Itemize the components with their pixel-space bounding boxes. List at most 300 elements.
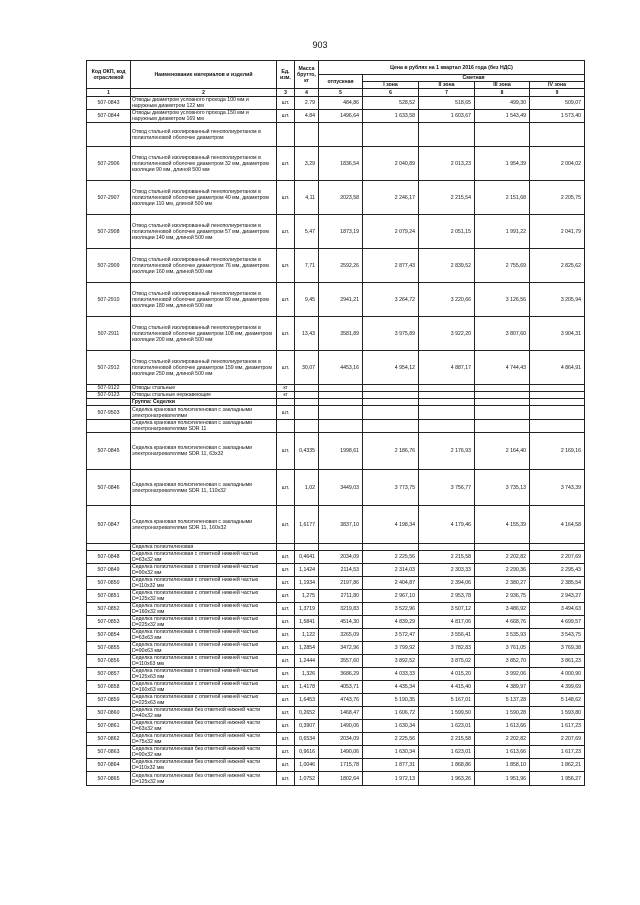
- cell-zone1-price: 3 264,72: [363, 283, 419, 317]
- header-unit: Ед. изм.: [277, 61, 295, 89]
- cell-mass: 0,4335: [295, 433, 319, 470]
- cell-name: Отвод стальной изолированный пенополиуретаном в полиэтиленовой оболочке диаметром 159 мм, диаметром изоляции 250 мм, длиной 500 мм: [131, 351, 277, 385]
- cell-zone4-price: 3 904,31: [530, 317, 585, 351]
- header-zone2: II зона: [419, 82, 475, 89]
- table-row: [87, 470, 585, 506]
- cell-zone3-price: 3 535,93: [475, 629, 530, 642]
- cell-unit: шт.: [277, 733, 295, 746]
- cell-zone1-price: 1 972,13: [363, 772, 419, 786]
- cell-mass: 1,6177: [295, 506, 319, 544]
- cell-zone3-price: 1 991,22: [475, 215, 530, 249]
- cell-mass: 0,6534: [295, 733, 319, 746]
- cell-code: 507-2910: [87, 283, 131, 317]
- cell-zone3-price: 3 735,13: [475, 470, 530, 506]
- cell-mass: 1,5841: [295, 616, 319, 629]
- table-row: [87, 746, 585, 759]
- cell-name: Седелка полиэтиленовая с ответной нижней частью D=90х32 мм: [131, 564, 277, 577]
- cell-zone2-price: 2 394,06: [419, 577, 475, 590]
- cell-zone4-price: 2 207,69: [530, 551, 585, 564]
- cell-zone4-price: [530, 385, 585, 392]
- cell-release-price: [319, 123, 363, 147]
- cell-mass: 1,2444: [295, 655, 319, 668]
- cell-code: 507-0856: [87, 655, 131, 668]
- cell-mass: 7,71: [295, 249, 319, 283]
- cell-code: 507-0864: [87, 759, 131, 772]
- cell-release-price: 1490,06: [319, 746, 363, 759]
- cell-mass: 0,2652: [295, 707, 319, 720]
- cell-name: Седелка крановая полиэтиленовая с закладными электронагревателями: [131, 406, 277, 420]
- cell-mass: 1,275: [295, 590, 319, 603]
- cell-release-price: 3837,10: [319, 506, 363, 544]
- cell-unit: [277, 420, 295, 433]
- cell-zone3-price: 3 126,56: [475, 283, 530, 317]
- cell-name: Седелка полиэтиленовая с ответной нижней частью D=125х32 мм: [131, 590, 277, 603]
- cell-zone2-price: [419, 392, 475, 399]
- cell-mass: 30,07: [295, 351, 319, 385]
- cell-mass: [295, 406, 319, 420]
- table-row: [87, 249, 585, 283]
- cell-mass: 0,9616: [295, 746, 319, 759]
- cell-zone2-price: 518,65: [419, 97, 475, 110]
- cell-zone3-price: 1 858,10: [475, 759, 530, 772]
- cell-zone3-price: [475, 544, 530, 551]
- cell-code: 507-2906: [87, 147, 131, 181]
- cell-mass: 1,02: [295, 470, 319, 506]
- cell-zone3-price: 2 380,27: [475, 577, 530, 590]
- cell-zone4-price: 4 864,91: [530, 351, 585, 385]
- cell-zone3-price: 1 954,39: [475, 147, 530, 181]
- cell-code: 507-0847: [87, 506, 131, 544]
- cell-zone2-price: [419, 420, 475, 433]
- cell-zone2-price: 2 215,58: [419, 733, 475, 746]
- table-body: [87, 97, 585, 786]
- table-row: [87, 772, 585, 786]
- cell-code: 507-9123: [87, 392, 131, 399]
- cell-release-price: 1468,47: [319, 707, 363, 720]
- cell-name: Отводы диаметром условного прохода 100 мм и наружным диаметром 122 мм: [131, 97, 277, 110]
- cell-unit: шт.: [277, 351, 295, 385]
- cell-name: Седелка крановая полиэтиленовая с закладными электронагревателями SDR 11: [131, 420, 277, 433]
- cell-zone1-price: 2 404,87: [363, 577, 419, 590]
- cell-unit: шт.: [277, 616, 295, 629]
- cell-code: 507-0845: [87, 433, 131, 470]
- cell-unit: шт.: [277, 681, 295, 694]
- cell-zone3-price: 3 992,06: [475, 668, 530, 681]
- table-row: [87, 392, 585, 399]
- table-row: [87, 351, 585, 385]
- table-row: [87, 147, 585, 181]
- cell-release-price: 1836,54: [319, 147, 363, 181]
- cell-zone4-price: [530, 420, 585, 433]
- cell-zone2-price: 1 623,01: [419, 720, 475, 733]
- cell-code: 507-0861: [87, 720, 131, 733]
- col-num: 7: [419, 89, 475, 97]
- cell-unit: шт.: [277, 181, 295, 215]
- cell-zone3-price: 3 852,70: [475, 655, 530, 668]
- cell-code: 507-0844: [87, 110, 131, 123]
- cell-name: Седелка полиэтиленовая без ответной нижней части D=90х32 мм: [131, 746, 277, 759]
- cell-release-price: 2941,21: [319, 283, 363, 317]
- cell-name: Группа: Седелки: [131, 399, 277, 406]
- cell-zone1-price: 3 799,92: [363, 642, 419, 655]
- cell-code: 507-2912: [87, 351, 131, 385]
- cell-name: Отвод стальной изолированный пенополиуретаном в полиэтиленовой оболочке диаметром 32 мм, диаметром изоляции 90 мм, длиной 500 мм: [131, 147, 277, 181]
- cell-zone1-price: 2 225,56: [363, 551, 419, 564]
- table-row: [87, 317, 585, 351]
- cell-unit: шт.: [277, 433, 295, 470]
- cell-code: 507-0858: [87, 681, 131, 694]
- cell-code: [87, 544, 131, 551]
- table-row: [87, 506, 585, 544]
- cell-name: Седелка полиэтиленовая с ответной нижней частью D=63х63 мм: [131, 629, 277, 642]
- cell-unit: шт.: [277, 564, 295, 577]
- cell-zone1-price: [363, 406, 419, 420]
- cell-name: Отвод стальной изолированный пенополиуретаном в полиэтиленовой оболочке диаметром 76 мм, диаметром изоляции 160 мм, длиной 500 мм: [131, 249, 277, 283]
- cell-zone2-price: 4 817,06: [419, 616, 475, 629]
- cell-release-price: [319, 420, 363, 433]
- cell-release-price: 2592,26: [319, 249, 363, 283]
- cell-zone3-price: [475, 399, 530, 406]
- cell-release-price: 2114,53: [319, 564, 363, 577]
- cell-name: Седелка полиэтиленовая с ответной нижней частью D=225х32 мм: [131, 616, 277, 629]
- cell-zone3-price: 1 543,49: [475, 110, 530, 123]
- cell-release-price: 2034,09: [319, 551, 363, 564]
- cell-zone4-price: 3 543,75: [530, 629, 585, 642]
- cell-mass: 0,4641: [295, 551, 319, 564]
- table-row: [87, 283, 585, 317]
- cell-zone4-price: [530, 392, 585, 399]
- cell-mass: 3,29: [295, 147, 319, 181]
- cell-unit: шт.: [277, 707, 295, 720]
- table-row: [87, 406, 585, 420]
- cell-zone4-price: 3 743,39: [530, 470, 585, 506]
- cell-code: 507-0860: [87, 707, 131, 720]
- page-number: 903: [312, 40, 328, 50]
- cell-zone2-price: 2 176,93: [419, 433, 475, 470]
- cell-name: Седелка крановая полиэтиленовая с закладными электронагревателями SDR 11, 160х32: [131, 506, 277, 544]
- cell-release-price: 3265,09: [319, 629, 363, 642]
- cell-unit: [277, 123, 295, 147]
- cell-zone4-price: 1 956,27: [530, 772, 585, 786]
- cell-release-price: [319, 544, 363, 551]
- header-release: отпускная: [319, 75, 363, 89]
- cell-release-price: 4453,16: [319, 351, 363, 385]
- cell-zone3-price: 2 290,36: [475, 564, 530, 577]
- col-num: 6: [363, 89, 419, 97]
- table-row: [87, 590, 585, 603]
- cell-name: Седелка полиэтиленовая без ответной нижней части D=75х32 мм: [131, 733, 277, 746]
- cell-release-price: 3449,03: [319, 470, 363, 506]
- cell-release-price: 1873,19: [319, 215, 363, 249]
- cell-zone2-price: 3 782,83: [419, 642, 475, 655]
- cell-name: Седелка полиэтиленовая без ответной нижней части D=40х32 мм: [131, 707, 277, 720]
- cell-zone2-price: 1 963,26: [419, 772, 475, 786]
- table-row: [87, 181, 585, 215]
- cell-mass: 1,2854: [295, 642, 319, 655]
- cell-mass: 1,4178: [295, 681, 319, 694]
- cell-mass: 9,45: [295, 283, 319, 317]
- cell-mass: [295, 123, 319, 147]
- cell-unit: [277, 544, 295, 551]
- cell-unit: шт.: [277, 629, 295, 642]
- cell-code: 507-0846: [87, 470, 131, 506]
- table-row: [87, 420, 585, 433]
- header-zone1: I зона: [363, 82, 419, 89]
- table-row: [87, 603, 585, 616]
- table-row: [87, 110, 585, 123]
- table-row: [87, 733, 585, 746]
- cell-zone4-price: 4 399,69: [530, 681, 585, 694]
- cell-zone2-price: 2 013,23: [419, 147, 475, 181]
- cell-unit: шт.: [277, 772, 295, 786]
- cell-zone1-price: 1 630,34: [363, 720, 419, 733]
- cell-zone2-price: 1 603,67: [419, 110, 475, 123]
- cell-code: 507-0843: [87, 97, 131, 110]
- cell-zone2-price: 5 167,01: [419, 694, 475, 707]
- cell-unit: шт.: [277, 668, 295, 681]
- cell-mass: 1,326: [295, 668, 319, 681]
- cell-code: 507-0850: [87, 577, 131, 590]
- cell-unit: шт.: [277, 642, 295, 655]
- cell-zone4-price: [530, 406, 585, 420]
- cell-zone4-price: 2 943,27: [530, 590, 585, 603]
- cell-name: Отвод стальной изолированный пенополиуретаном в полиэтиленовой оболочке диаметром 89 мм, диаметром изоляции 180 мм, длиной 500 мм: [131, 283, 277, 317]
- cell-name: Отводы стальные: [131, 385, 277, 392]
- header-mass: Масса брутто, кг: [295, 61, 319, 89]
- cell-zone3-price: 2 936,75: [475, 590, 530, 603]
- cell-mass: 2.79: [295, 97, 319, 110]
- cell-name: Седелка полиэтиленовая с ответной нижней частью D=110х32 мм: [131, 577, 277, 590]
- cell-mass: 1,0046: [295, 759, 319, 772]
- cell-mass: 1,3719: [295, 603, 319, 616]
- cell-unit: кг: [277, 392, 295, 399]
- cell-mass: [295, 385, 319, 392]
- cell-release-price: 3472,96: [319, 642, 363, 655]
- cell-release-price: 2711,80: [319, 590, 363, 603]
- cell-release-price: [319, 385, 363, 392]
- cell-mass: 1,0752: [295, 772, 319, 786]
- table-row: [87, 97, 585, 110]
- cell-unit: шт.: [277, 110, 295, 123]
- cell-zone2-price: 2 051,15: [419, 215, 475, 249]
- cell-unit: шт.: [277, 577, 295, 590]
- cell-zone4-price: 2 169,16: [530, 433, 585, 470]
- table-row: [87, 564, 585, 577]
- cell-code: 507-0862: [87, 733, 131, 746]
- table-row: [87, 616, 585, 629]
- cell-name: Седелка полиэтиленовая с ответной нижней частью D=160х32 мм: [131, 603, 277, 616]
- cell-zone1-price: 1 606,72: [363, 707, 419, 720]
- cell-zone4-price: 2 205,75: [530, 181, 585, 215]
- cell-zone3-price: 1 951,96: [475, 772, 530, 786]
- cell-code: 507-0855: [87, 642, 131, 655]
- cell-zone3-price: 2 202,82: [475, 733, 530, 746]
- cell-unit: шт.: [277, 720, 295, 733]
- cell-zone1-price: 2 040,89: [363, 147, 419, 181]
- cell-zone1-price: 4 198,34: [363, 506, 419, 544]
- cell-unit: шт.: [277, 759, 295, 772]
- cell-unit: [277, 399, 295, 406]
- cell-zone4-price: 1 617,23: [530, 746, 585, 759]
- cell-zone4-price: 4 699,57: [530, 616, 585, 629]
- cell-zone4-price: [530, 123, 585, 147]
- cell-unit: шт.: [277, 147, 295, 181]
- cell-zone1-price: 528,52: [363, 97, 419, 110]
- cell-name: Седелка полиэтиленовая без ответной нижней части D=63х32 мм: [131, 720, 277, 733]
- cell-mass: 5,47: [295, 215, 319, 249]
- cell-name: Седелка полиэтиленовая с ответной нижней частью D=63х32 мм: [131, 551, 277, 564]
- cell-zone2-price: 1 868,86: [419, 759, 475, 772]
- col-num: 4: [295, 89, 319, 97]
- cell-zone2-price: [419, 406, 475, 420]
- header-estimate: Сметная: [363, 75, 585, 82]
- table-row: [87, 694, 585, 707]
- cell-zone1-price: 2 225,56: [363, 733, 419, 746]
- cell-zone4-price: 2 825,62: [530, 249, 585, 283]
- cell-unit: шт.: [277, 694, 295, 707]
- cell-release-price: 4514,30: [319, 616, 363, 629]
- cell-mass: [295, 544, 319, 551]
- col-num: 3: [277, 89, 295, 97]
- cell-unit: шт.: [277, 97, 295, 110]
- cell-release-price: 3686,29: [319, 668, 363, 681]
- cell-zone1-price: 5 190,35: [363, 694, 419, 707]
- cell-zone1-price: 2 314,03: [363, 564, 419, 577]
- table-row: [87, 577, 585, 590]
- cell-code: 507-0849: [87, 564, 131, 577]
- cell-zone4-price: 2 041,79: [530, 215, 585, 249]
- cell-zone3-price: [475, 392, 530, 399]
- cell-unit: шт.: [277, 746, 295, 759]
- cell-zone3-price: [475, 123, 530, 147]
- cell-zone4-price: 1 617,23: [530, 720, 585, 733]
- table-row: [87, 681, 585, 694]
- cell-unit: шт.: [277, 551, 295, 564]
- cell-zone4-price: 4 000,90: [530, 668, 585, 681]
- cell-mass: 1,6453: [295, 694, 319, 707]
- cell-name: Седелка полиэтиленовая с ответной нижней частью D=110х63 мм: [131, 655, 277, 668]
- cell-release-price: 4743,76: [319, 694, 363, 707]
- cell-name: Седелка полиэтиленовая с ответной нижней частью D=90х63 мм: [131, 642, 277, 655]
- cell-zone2-price: 1 599,50: [419, 707, 475, 720]
- cell-mass: [295, 392, 319, 399]
- cell-name: Седелка полиэтиленовая с ответной нижней частью D=225х63 мм: [131, 694, 277, 707]
- cell-name: Отвод стальной изолированный пенополиуретаном в полиэтиленовой оболочке диаметром: [131, 123, 277, 147]
- cell-zone1-price: [363, 544, 419, 551]
- cell-code: 507-9122: [87, 385, 131, 392]
- cell-name: Седелка полиэтиленовая с ответной нижней частью D=160х63 мм: [131, 681, 277, 694]
- cell-release-price: 1490,06: [319, 720, 363, 733]
- cell-unit: шт.: [277, 590, 295, 603]
- cell-code: 507-9503: [87, 406, 131, 420]
- cell-zone1-price: [363, 392, 419, 399]
- cell-zone3-price: 499,30: [475, 97, 530, 110]
- cell-zone2-price: [419, 399, 475, 406]
- cell-zone4-price: 2 207,69: [530, 733, 585, 746]
- cell-zone4-price: 3 769,38: [530, 642, 585, 655]
- cell-code: 507-2908: [87, 215, 131, 249]
- cell-code: 507-0863: [87, 746, 131, 759]
- cell-release-price: 4053,71: [319, 681, 363, 694]
- cell-code: [87, 420, 131, 433]
- table-row: [87, 720, 585, 733]
- cell-zone1-price: [363, 385, 419, 392]
- cell-mass: 0,3907: [295, 720, 319, 733]
- cell-release-price: 1998,61: [319, 433, 363, 470]
- table-row: [87, 399, 585, 406]
- cell-zone3-price: 5 137,28: [475, 694, 530, 707]
- header-zone4: IV зона: [530, 82, 585, 89]
- cell-zone3-price: 3 807,60: [475, 317, 530, 351]
- cell-release-price: 1802,64: [319, 772, 363, 786]
- cell-zone2-price: 3 756,77: [419, 470, 475, 506]
- cell-release-price: [319, 406, 363, 420]
- table-row: [87, 123, 585, 147]
- cell-zone1-price: [363, 399, 419, 406]
- cell-zone1-price: 1 877,31: [363, 759, 419, 772]
- cell-code: [87, 123, 131, 147]
- table-row: [87, 707, 585, 720]
- cell-zone2-price: 2 953,78: [419, 590, 475, 603]
- header-zone3: III зона: [475, 82, 530, 89]
- cell-zone2-price: 3 507,12: [419, 603, 475, 616]
- cell-zone3-price: 3 761,05: [475, 642, 530, 655]
- cell-unit: шт.: [277, 215, 295, 249]
- cell-release-price: 1715,78: [319, 759, 363, 772]
- cell-mass: [295, 420, 319, 433]
- cell-code: 507-0857: [87, 668, 131, 681]
- cell-name: Отвод стальной изолированный пенополиуретаном в полиэтиленовой оболочке диаметром 108 мм, диаметром изоляции 200 мм, длиной 500 мм: [131, 317, 277, 351]
- cell-code: 507-2907: [87, 181, 131, 215]
- table-row: [87, 655, 585, 668]
- cell-zone3-price: 4 155,39: [475, 506, 530, 544]
- col-num: 2: [131, 89, 277, 97]
- cell-code: 507-0852: [87, 603, 131, 616]
- cell-zone2-price: 2 839,52: [419, 249, 475, 283]
- header-code: Код ОКП, код отраслевой: [87, 61, 131, 89]
- cell-mass: [295, 399, 319, 406]
- col-num: 9: [530, 89, 585, 97]
- cell-release-price: [319, 392, 363, 399]
- cell-zone3-price: 2 755,69: [475, 249, 530, 283]
- cell-zone1-price: 2 877,43: [363, 249, 419, 283]
- cell-zone1-price: 4 839,29: [363, 616, 419, 629]
- header-price-group: Цена в рублях на 1 квартал 2016 года (без НДС): [319, 61, 585, 75]
- cell-zone3-price: 2 202,82: [475, 551, 530, 564]
- cell-name: Седелка полиэтиленовая с ответной нижней частью D=125х63 мм: [131, 668, 277, 681]
- cell-zone3-price: 2 164,40: [475, 433, 530, 470]
- cell-name: Седелка полиэтиленовая без ответной нижней части D=110х32 мм: [131, 759, 277, 772]
- cell-zone2-price: 2 215,54: [419, 181, 475, 215]
- cell-name: Седелка полиэтиленовая: [131, 544, 277, 551]
- cell-unit: шт.: [277, 506, 295, 544]
- cell-zone2-price: [419, 544, 475, 551]
- price-table: [86, 60, 585, 786]
- cell-zone3-price: [475, 420, 530, 433]
- cell-name: Седелка крановая полиэтиленовая с закладными электронагревателями SDR 11, 110х32: [131, 470, 277, 506]
- cell-zone2-price: 3 220,66: [419, 283, 475, 317]
- cell-zone2-price: 1 623,01: [419, 746, 475, 759]
- cell-zone4-price: 2 385,54: [530, 577, 585, 590]
- cell-zone2-price: 2 215,58: [419, 551, 475, 564]
- table-row: [87, 433, 585, 470]
- cell-unit: кг: [277, 385, 295, 392]
- cell-zone2-price: 2 303,33: [419, 564, 475, 577]
- cell-unit: шт.: [277, 470, 295, 506]
- cell-name: Отводы диаметром условного прохода 150 мм и наружным диаметром 169 мм: [131, 110, 277, 123]
- col-num: 5: [319, 89, 363, 97]
- cell-zone2-price: [419, 385, 475, 392]
